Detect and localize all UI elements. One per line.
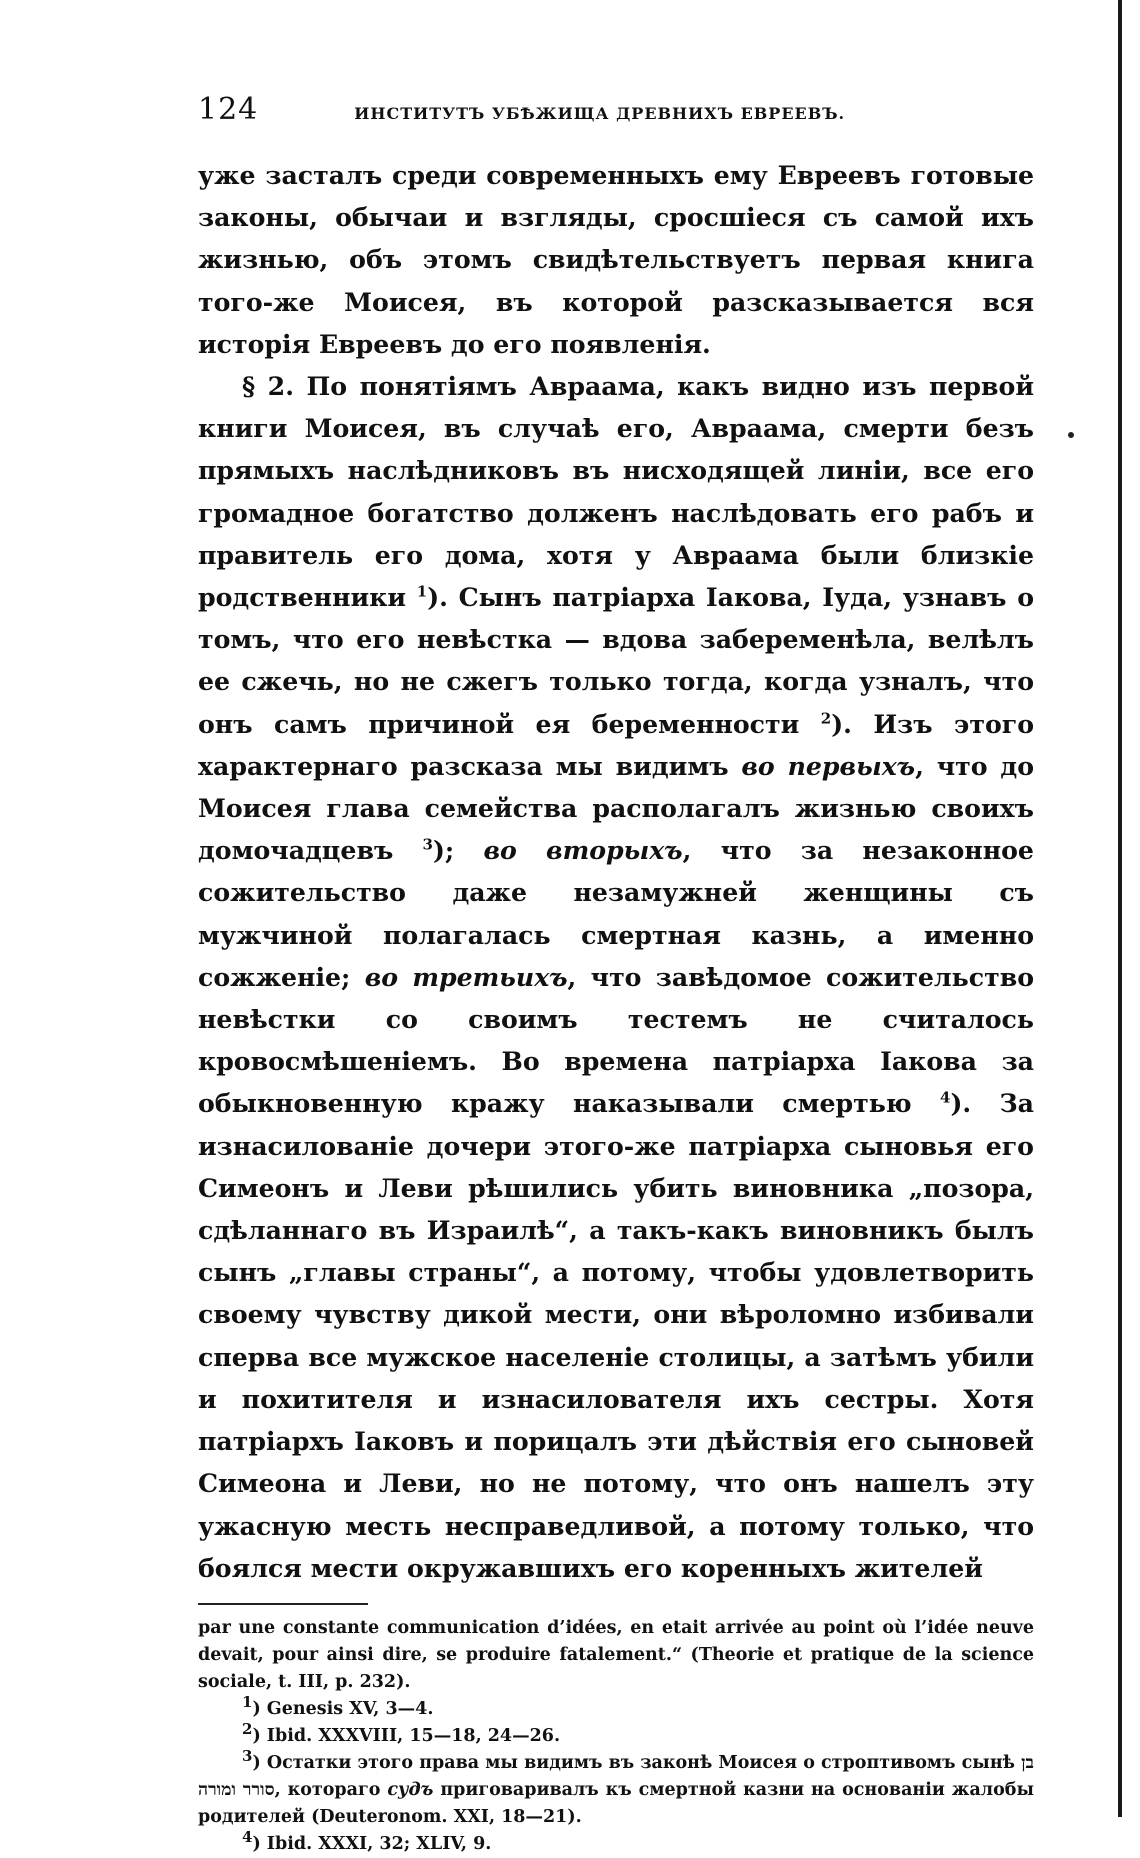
book-page (198, 92, 1034, 1858)
footnote-3-emphasis: судъ (387, 1779, 434, 1800)
paragraph-2-part-e: ); (432, 835, 455, 866)
footnote-2-mark: 2 (242, 1720, 253, 1739)
paragraph-2-part-c: ). Изъ этого характернаго разсказа мы видимъ (198, 708, 1034, 781)
page-header (198, 92, 1034, 132)
footnote-4-text: ) Ibid. XXXI, 32; XLIV, 9. (252, 1833, 492, 1854)
emphasis-second: во вторыхъ (483, 835, 683, 866)
footnote-4 (198, 1828, 1034, 1858)
margin-dot (1068, 432, 1074, 438)
paragraph-2-part-a: § 2. По понятіямъ Авраама, какъ видно изъ первой книги Моисея, въ случаѣ его, Авраама, смерти безъ прямыхъ наслѣдниковъ въ нисходящей линіи, все его громадное богатство долженъ наслѣдовать его рабъ и правитель его дома, хотя у Авраама были близкіе родственники (198, 371, 1034, 613)
footnote-3-text-b: , котораго (274, 1779, 381, 1800)
running-title: ИНСТИТУТЪ УБѢЖИЩА ДРЕВНИХЪ ЕВРЕЕВЪ. (354, 104, 846, 123)
footnote-3-text-a: ) Остатки этого права мы видимъ въ законѣ Моисея о строптивомъ сынѣ (252, 1752, 1015, 1773)
footnote-ref-1: 1 (416, 582, 428, 601)
footnote-3-hebrew: בן סורר ומורה (198, 1752, 1034, 1800)
footnote-2 (198, 1720, 1034, 1750)
footnote-1-text: ) Genesis XV, 3—4. (252, 1698, 434, 1719)
paragraph-2-part-g: , что завѣдомое сожительство невѣстки со своимъ тестемъ не считалось кровосмѣшеніемъ. Во времена патріарха Іакова за обыкновенную кражу наказывали смертью (198, 961, 1034, 1119)
paragraph-1: уже засталъ среди современныхъ ему Евреевъ готовые законы, обычаи и взгляды, сросшіеся съ самой ихъ жизнью, объ этомъ свидѣтельствуетъ первая книга того-же Моисея, въ которой разсказывается вся исторія Евреевъ до его появленія. (198, 160, 1034, 359)
footnote-ref-2: 2 (820, 709, 832, 728)
footnote-ref-3: 3 (422, 835, 433, 854)
emphasis-first: во первыхъ (741, 750, 916, 781)
footnote-3 (198, 1747, 1035, 1831)
footnote-ref-4: 4 (940, 1089, 951, 1108)
footnote-3-mark: 3 (242, 1747, 253, 1766)
footnotes (198, 1615, 1034, 1858)
paragraph-2-part-d: , что до Моисея глава семейства располагалъ жизнью своихъ домочадцевъ (198, 750, 1034, 866)
emphasis-third: во третьихъ (364, 961, 568, 992)
paragraph-2-part-h: ). За изнасилованіе дочери этого-же патріарха сыновья его Симеонъ и Леви рѣшились убить виновника „позора, сдѣланнаго въ Израилѣ“, а такъ-какъ виновникъ былъ сынъ „главы страны“, а потому, чтобы удовлетворить своему чувству дикой мести, они вѣроломно избивали сперва все мужское населеніе столицы, а затѣмъ убили и похитителя и изнасилователя ихъ сестры. Хотя патріархъ Іаковъ и порицалъ эти дѣйствія его сыновей Симеона и Леви, но не потому, что онъ нашелъ эту ужасную месть несправедливой, а потому только, что боялся мести окружавшихъ его коренныхъ жителей (198, 1088, 1034, 1583)
footnote-3-text-c: приговаривалъ къ смертной казни на основаніи жалобы родителей (Deuteronom. XXI, 18—21). (198, 1779, 1035, 1827)
paragraph-2-part-b: ). Сынъ патріарха Іакова, Іуда, узнавъ о томъ, что его невѣстка — вдова забеременѣла, велѣлъ ее сжечь, но не сжегъ только тогда, когда узналъ, что онъ самъ причиной ея беременности (198, 582, 1034, 739)
main-text (198, 154, 1034, 1589)
footnote-rule (198, 1603, 368, 1605)
paragraph-2 (198, 365, 1034, 1589)
page-edge-line (1118, 0, 1122, 1817)
footnote-1 (198, 1693, 1034, 1723)
footnote-2-text: ) Ibid. XXXVIII, 15—18, 24—26. (252, 1725, 561, 1746)
footnote-4-mark: 4 (242, 1828, 253, 1847)
paragraph-2-part-f: , что за незаконное сожительство даже незамужней женщины съ мужчиной полагалась смертная казнь, а именно сожженіе; (198, 835, 1034, 992)
page-number: 124 (198, 92, 259, 127)
footnote-continuation: par une constante communication d’idées, en etait arrivée au point où l’idée neuve devait, pour ainsi dire, se produire fatalement.“ (Theorie et pratique de la science sociale, t. III, p. 232). (198, 1617, 1034, 1692)
footnote-1-mark: 1 (242, 1693, 253, 1712)
